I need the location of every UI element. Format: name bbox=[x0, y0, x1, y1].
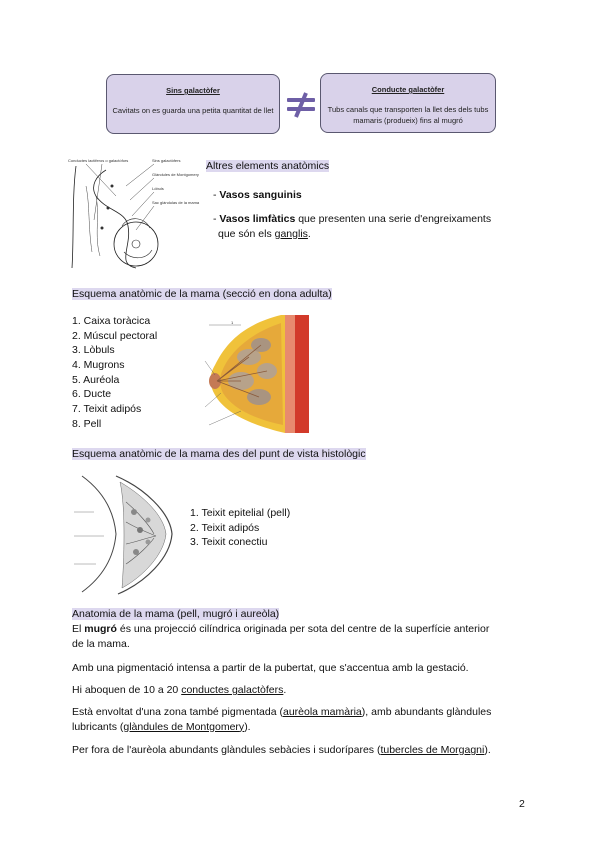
figure-label-sac: Sac glàndulas de la mama bbox=[152, 200, 200, 205]
morgagni-link: tubercles de Morgagni bbox=[380, 744, 485, 756]
figure-label-montgomery: Glàndules de Montgomery bbox=[152, 172, 199, 177]
list-item: 7. Teixit adipós bbox=[72, 403, 142, 416]
paragraph-ducts: Hi aboquen de 10 a 20 conductes galactòfers. bbox=[72, 684, 287, 696]
duct-box bbox=[320, 73, 496, 133]
bullet-lymph-vessels: - Vasos limfàtics que presenten una serie d'engreixaments bbox=[213, 213, 492, 225]
paragraph-morgagni: Per fora de l'aurèola abundants glàndules sebàcies i sudorípares (tubercles de Morgagni). bbox=[72, 744, 491, 756]
paragraph-areola: Està envoltat d'una zona també pigmentada (aurèola mamària), amb abundants glàndules lubricants (glàndules de Montgomery). bbox=[72, 706, 492, 733]
section1-list bbox=[72, 314, 157, 432]
section3-heading: Anatomia de la mama (pell, mugró i aureòla) bbox=[72, 608, 280, 620]
paragraph-pigmentation: Amb una pigmentació intensa a partir de la pubertat, que s'accentua amb la gestació. bbox=[72, 662, 469, 674]
duct-description: Tubs canals que transporten la llet des dels tubs mamaris (produeix) fins al mugró bbox=[327, 105, 489, 125]
list-item: 3. Teixit conectiu bbox=[190, 536, 268, 549]
section1-heading: Esquema anatòmic de la mama (secció en dona adulta) bbox=[72, 288, 332, 300]
ganglis-link: ganglis bbox=[274, 228, 308, 240]
bullet-lymph-line2: que són els ganglis. bbox=[218, 228, 311, 240]
section2-heading: Esquema anatòmic de la mama des del punt de vista histològic bbox=[72, 448, 366, 460]
ducts-link: conductes galactòfers bbox=[181, 684, 284, 696]
breast-lymph-figure bbox=[66, 156, 202, 270]
figure-label-ducts: Conductes lactiferos o galactòfors bbox=[68, 158, 129, 163]
figure-label-sinuses: Sins galactòfers bbox=[152, 158, 181, 163]
list-item: 6. Ducte bbox=[72, 388, 112, 401]
list-item: 4. Mugrons bbox=[72, 359, 125, 372]
page-number: 2 bbox=[519, 798, 525, 810]
paragraph-mugro: El mugró és una projecció cilíndrica originada per sota del centre de la superfície anterior de la mama. bbox=[72, 623, 490, 650]
svg-text:1: 1 bbox=[231, 320, 234, 325]
duct-title: Conducte galactòfer bbox=[371, 85, 445, 94]
list-item: 2. Teixit adipós bbox=[190, 521, 260, 534]
other-elements-heading: Altres elements anatòmics bbox=[206, 160, 330, 172]
not-equal-icon bbox=[286, 92, 316, 118]
section2-list bbox=[190, 506, 290, 550]
sinus-title: Sins galactòfer bbox=[166, 86, 220, 95]
list-item: 1. Caixa toràcica bbox=[72, 315, 151, 327]
sinus-box bbox=[106, 74, 280, 134]
figure-label-lobules: Lòbuls bbox=[152, 186, 164, 191]
breast-cross-section-figure bbox=[201, 315, 309, 433]
breast-histology-figure bbox=[74, 472, 180, 596]
bullet-blood-vessels: - Vasos sanguinis bbox=[213, 189, 302, 201]
list-item: 2. Múscul pectoral bbox=[72, 329, 158, 342]
list-item: 5. Auréola bbox=[72, 373, 120, 386]
areola-link: aurèola mamària bbox=[282, 706, 362, 718]
sinus-description: Cavitats on es guarda una petita quantitat de llet bbox=[112, 106, 274, 115]
montgomery-link: glàndules de Montgomery bbox=[123, 720, 245, 733]
list-item: 8. Pell bbox=[72, 417, 102, 430]
list-item: 1. Teixit epitelial (pell) bbox=[190, 507, 291, 519]
list-item: 3. Lòbuls bbox=[72, 344, 115, 357]
